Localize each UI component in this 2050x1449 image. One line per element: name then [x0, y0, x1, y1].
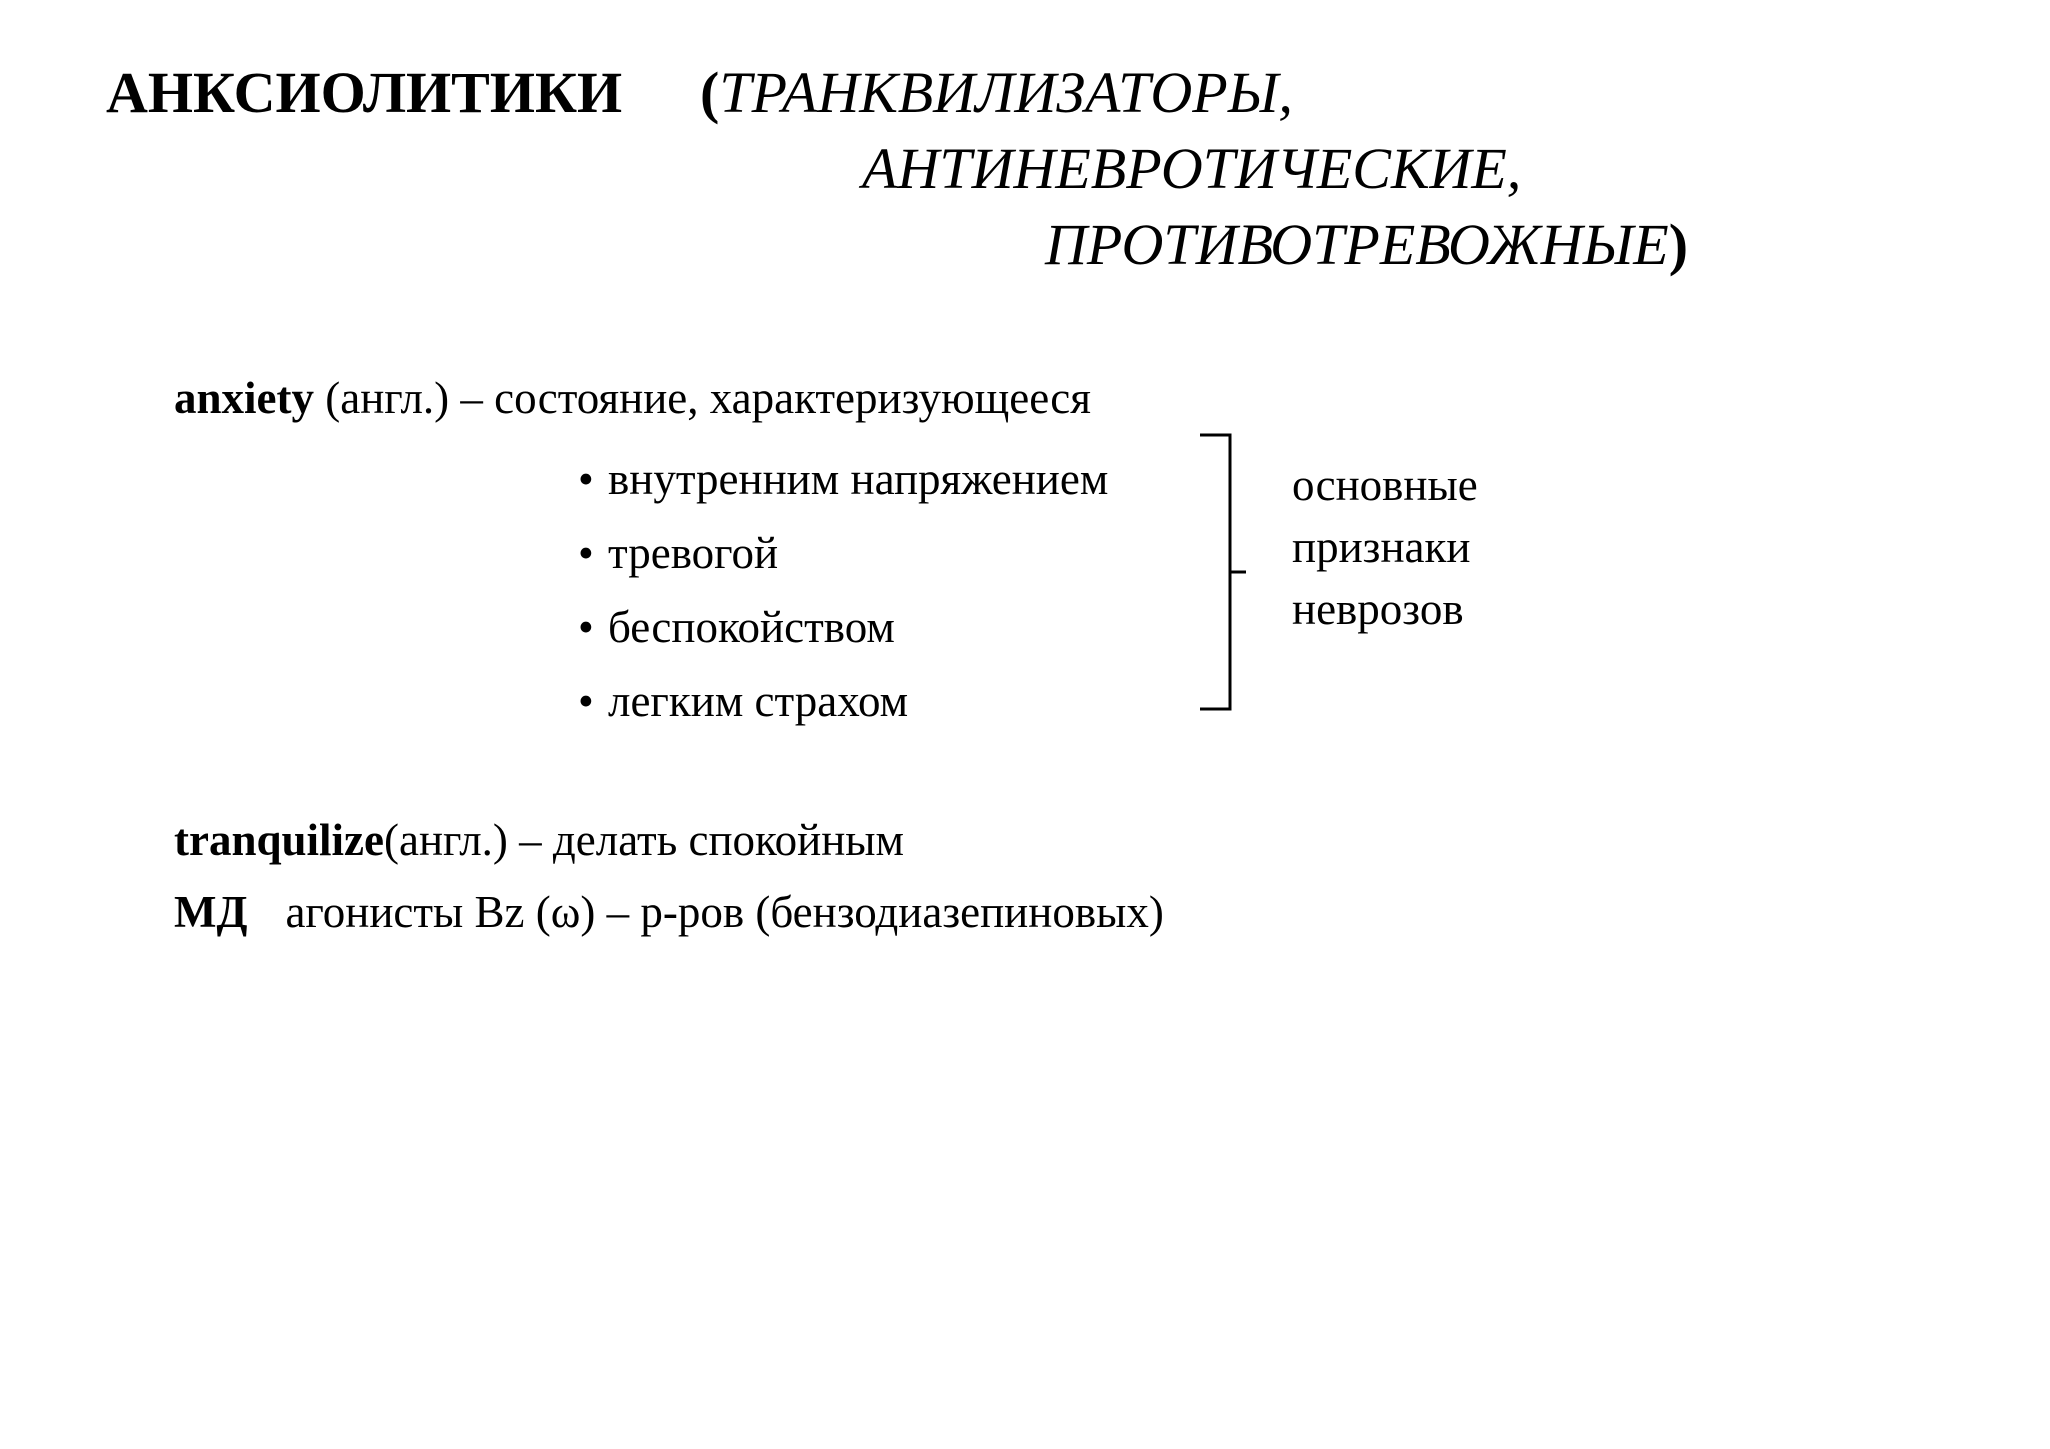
bullet-icon: • — [578, 602, 594, 652]
md-term: МД — [174, 887, 248, 937]
note-line: признаки — [1292, 522, 1471, 572]
neurosis-signs-note — [1292, 454, 1478, 640]
list-item — [578, 664, 1108, 738]
title-synonym-2: АНТИНЕВРОТИЧЕСКИЕ, — [862, 136, 1522, 201]
list-item — [578, 442, 1108, 516]
md-definition-text: агонисты Bz (ω) – р-ров (бензодиазепиновых) — [285, 887, 1164, 937]
anxiety-definition — [174, 370, 1091, 426]
note-line: основные — [1292, 460, 1478, 510]
tranquilize-term: tranquilize — [174, 815, 384, 865]
page-title: АНКСИОЛИТИКИ — [106, 60, 623, 125]
right-brace-icon — [1198, 432, 1248, 712]
anxiety-definition-text: (англ.) – состояние, характеризующееся — [314, 373, 1091, 423]
anxiety-symptom-list — [578, 442, 1108, 738]
list-item-text: тревогой — [608, 528, 779, 578]
list-item — [578, 590, 1108, 664]
tranquilize-definition — [174, 812, 904, 868]
bullet-icon: • — [578, 676, 594, 726]
title-synonym-3: ПРОТИВОТРЕВОЖНЫЕ — [1045, 212, 1669, 277]
title-open-paren: ( — [700, 60, 720, 125]
note-line: неврозов — [1292, 584, 1464, 634]
title-close-paren: ) — [1668, 212, 1689, 277]
bullet-icon: • — [578, 454, 594, 504]
bullet-icon: • — [578, 528, 594, 578]
title-synonym-line-2 — [862, 134, 1521, 204]
list-item-text: беспокойством — [608, 602, 895, 652]
list-item — [578, 516, 1108, 590]
title-synonym-1: ТРАНКВИЛИЗАТОРЫ, — [719, 60, 1293, 125]
mechanism-of-action — [174, 884, 1164, 940]
title-synonym-line-1 — [700, 58, 1293, 128]
anxiety-term: anxiety — [174, 373, 314, 423]
title-synonym-line-3 — [1045, 210, 1688, 280]
list-item-text: внутренним напряжением — [608, 454, 1109, 504]
list-item-text: легким страхом — [608, 676, 909, 726]
tranquilize-definition-text: (англ.) – делать спокойным — [384, 815, 904, 865]
